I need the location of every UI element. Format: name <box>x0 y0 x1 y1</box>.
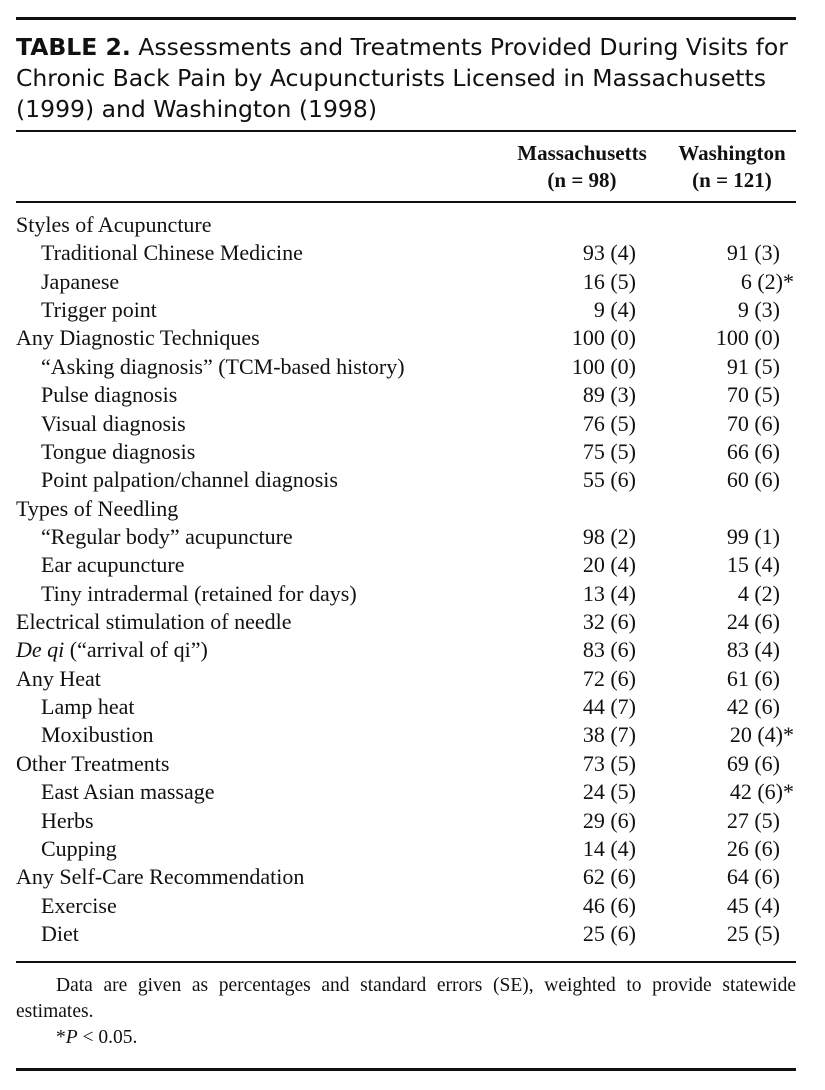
massachusetts-value: 46 (6) <box>582 892 636 918</box>
massachusetts-value: 93 (4) <box>582 240 636 266</box>
table-row <box>16 778 796 806</box>
row-label-text: Any Heat <box>16 665 101 691</box>
significance-symbol: * <box>56 1027 66 1048</box>
row-label <box>41 551 185 579</box>
row-label <box>41 580 357 608</box>
washington-value: 61 (6) <box>726 665 780 691</box>
table-row <box>16 466 796 494</box>
row-label <box>41 892 117 920</box>
washington-value: 66 (6) <box>726 438 780 464</box>
row-label <box>16 495 178 523</box>
row-label-text: Japanese <box>41 268 120 294</box>
massachusetts-value: 29 (6) <box>582 807 636 833</box>
row-label <box>41 268 119 296</box>
row-label <box>16 665 101 693</box>
washington-value: 9 (3) <box>737 297 780 323</box>
table-row <box>16 863 796 891</box>
table-row <box>16 523 796 551</box>
table-row <box>16 892 796 920</box>
row-label-text: Traditional Chinese Medicine <box>41 240 303 266</box>
massachusetts-value: 100 (0) <box>571 325 636 351</box>
row-label-text: Trigger point <box>41 297 157 323</box>
washington-value: 91 (3) <box>726 240 780 266</box>
washington-value: 70 (6) <box>726 410 780 436</box>
table-row <box>16 381 796 409</box>
washington-value: 26 (6) <box>726 835 780 861</box>
row-label-text: Lamp heat <box>41 694 135 720</box>
row-label <box>41 381 177 409</box>
table-title <box>16 32 796 125</box>
row-label <box>41 296 157 324</box>
washington-value: 42 (6) <box>726 694 780 720</box>
row-label-text: Ear acupuncture <box>41 552 185 578</box>
table-row <box>16 721 796 749</box>
row-label-text: Styles of Acupuncture <box>16 212 212 237</box>
row-label <box>41 239 303 267</box>
washington-value: 91 (5) <box>726 353 780 379</box>
bottom-rule <box>16 961 796 963</box>
end-rule <box>16 1068 796 1071</box>
massachusetts-value: 98 (2) <box>582 523 636 549</box>
row-label <box>41 778 215 806</box>
massachusetts-value: 100 (0) <box>571 353 636 379</box>
row-label <box>16 211 212 239</box>
header-rule <box>16 201 796 203</box>
row-label <box>41 410 186 438</box>
row-label-text: Point palpation/channel diagnosis <box>41 467 338 493</box>
row-label-italic: De qi <box>16 637 65 663</box>
table-row <box>16 324 796 352</box>
row-label-text: East Asian massage <box>41 779 215 805</box>
row-label-text: Herbs <box>41 807 94 833</box>
washington-value: 42 (6)* <box>729 779 794 805</box>
row-label <box>16 863 304 891</box>
massachusetts-value: 44 (7) <box>582 694 636 720</box>
row-label <box>16 608 292 636</box>
row-label <box>41 835 117 863</box>
row-label <box>16 324 260 352</box>
row-label <box>16 750 169 778</box>
massachusetts-value: 32 (6) <box>582 609 636 635</box>
row-label-text: Diet <box>41 920 79 946</box>
table-number: TABLE 2. <box>16 33 131 61</box>
row-label <box>41 353 405 381</box>
significance-threshold: < 0.05. <box>77 1027 138 1048</box>
table-row <box>16 665 796 693</box>
row-label <box>41 466 338 494</box>
table-row <box>16 580 796 608</box>
row-label-text: “Asking diagnosis” (TCM-based history) <box>41 353 405 379</box>
massachusetts-value: 89 (3) <box>582 382 636 408</box>
washington-value: 20 (4)* <box>729 722 794 748</box>
table-row <box>16 211 796 239</box>
washington-value: 64 (6) <box>726 864 780 890</box>
row-label-text: (“arrival of qi”) <box>64 637 208 663</box>
row-label-text: Visual diagnosis <box>41 410 186 436</box>
column-header-massachusetts <box>506 140 658 194</box>
washington-value: 100 (0) <box>715 325 780 351</box>
massachusetts-value: 55 (6) <box>582 467 636 493</box>
massachusetts-value: 20 (4) <box>582 552 636 578</box>
column-name: Washington <box>678 141 786 165</box>
massachusetts-value: 38 (7) <box>582 722 636 748</box>
significance-note <box>56 1025 137 1051</box>
row-label-text: Tongue diagnosis <box>41 438 196 464</box>
washington-value: 4 (2) <box>737 580 780 606</box>
washington-value: 83 (4) <box>726 637 780 663</box>
row-label-text: Cupping <box>41 835 117 861</box>
table-row <box>16 353 796 381</box>
title-rule <box>16 130 796 132</box>
table-body <box>16 211 796 948</box>
washington-value: 60 (6) <box>726 467 780 493</box>
massachusetts-value: 25 (6) <box>582 920 636 946</box>
massachusetts-value: 83 (6) <box>582 637 636 663</box>
table-row <box>16 551 796 579</box>
row-label-text: Electrical stimulation of needle <box>16 609 292 635</box>
table-row <box>16 920 796 948</box>
massachusetts-value: 73 (5) <box>582 750 636 776</box>
row-label-text: Exercise <box>41 892 117 918</box>
table-footnote: Data are given as percentages and standard errors (SE), weighted to provide statewide estimates. <box>16 975 796 1022</box>
washington-value: 15 (4) <box>726 552 780 578</box>
massachusetts-value: 62 (6) <box>582 864 636 890</box>
massachusetts-value: 24 (5) <box>582 779 636 805</box>
column-sample-size: (n = 98) <box>547 168 617 192</box>
washington-value: 25 (5) <box>726 920 780 946</box>
row-label-text: Any Diagnostic Techniques <box>16 325 260 351</box>
row-label <box>41 920 79 948</box>
row-label <box>41 523 293 551</box>
row-label <box>41 693 134 721</box>
washington-value: 45 (4) <box>726 892 780 918</box>
massachusetts-value: 16 (5) <box>582 268 636 294</box>
table-row <box>16 608 796 636</box>
table-row <box>16 835 796 863</box>
row-label <box>16 636 208 664</box>
row-label-text: Moxibustion <box>41 722 154 748</box>
row-label <box>41 721 153 749</box>
table-row <box>16 239 796 267</box>
massachusetts-value: 76 (5) <box>582 410 636 436</box>
row-label-text: Types of Needling <box>16 495 179 521</box>
row-label <box>41 807 94 835</box>
top-rule <box>16 17 796 20</box>
washington-value: 27 (5) <box>726 807 780 833</box>
table-row <box>16 438 796 466</box>
massachusetts-value: 13 (4) <box>582 580 636 606</box>
column-header-washington <box>668 140 796 194</box>
massachusetts-value: 72 (6) <box>582 665 636 691</box>
row-label-text: Other Treatments <box>16 750 170 776</box>
table-row <box>16 296 796 324</box>
washington-value: 24 (6) <box>726 609 780 635</box>
table-row <box>16 693 796 721</box>
massachusetts-value: 9 (4) <box>593 297 636 323</box>
row-label-text: Tiny intradermal (retained for days) <box>41 580 357 606</box>
table-caption: Assessments and Treatments Provided During Visits for Chronic Back Pain by Acupuncturists Licensed in Massachusetts (1999) and Washington (1998) <box>16 33 788 123</box>
row-label-text: Any Self-Care Recommendation <box>16 864 305 890</box>
table-row <box>16 495 796 523</box>
washington-value: 6 (2)* <box>740 268 794 294</box>
table-row <box>16 807 796 835</box>
washington-value: 69 (6) <box>726 750 780 776</box>
column-name: Massachusetts <box>517 141 647 165</box>
table-row <box>16 410 796 438</box>
table-row <box>16 636 796 664</box>
significance-variable: P <box>65 1027 78 1048</box>
massachusetts-value: 14 (4) <box>582 835 636 861</box>
table-row <box>16 750 796 778</box>
table-row <box>16 268 796 296</box>
washington-value: 99 (1) <box>726 523 780 549</box>
row-label <box>41 438 195 466</box>
massachusetts-value: 75 (5) <box>582 438 636 464</box>
row-label-text: Pulse diagnosis <box>41 382 178 408</box>
row-label-text: “Regular body” acupuncture <box>41 523 293 549</box>
washington-value: 70 (5) <box>726 382 780 408</box>
column-sample-size: (n = 121) <box>692 168 772 192</box>
